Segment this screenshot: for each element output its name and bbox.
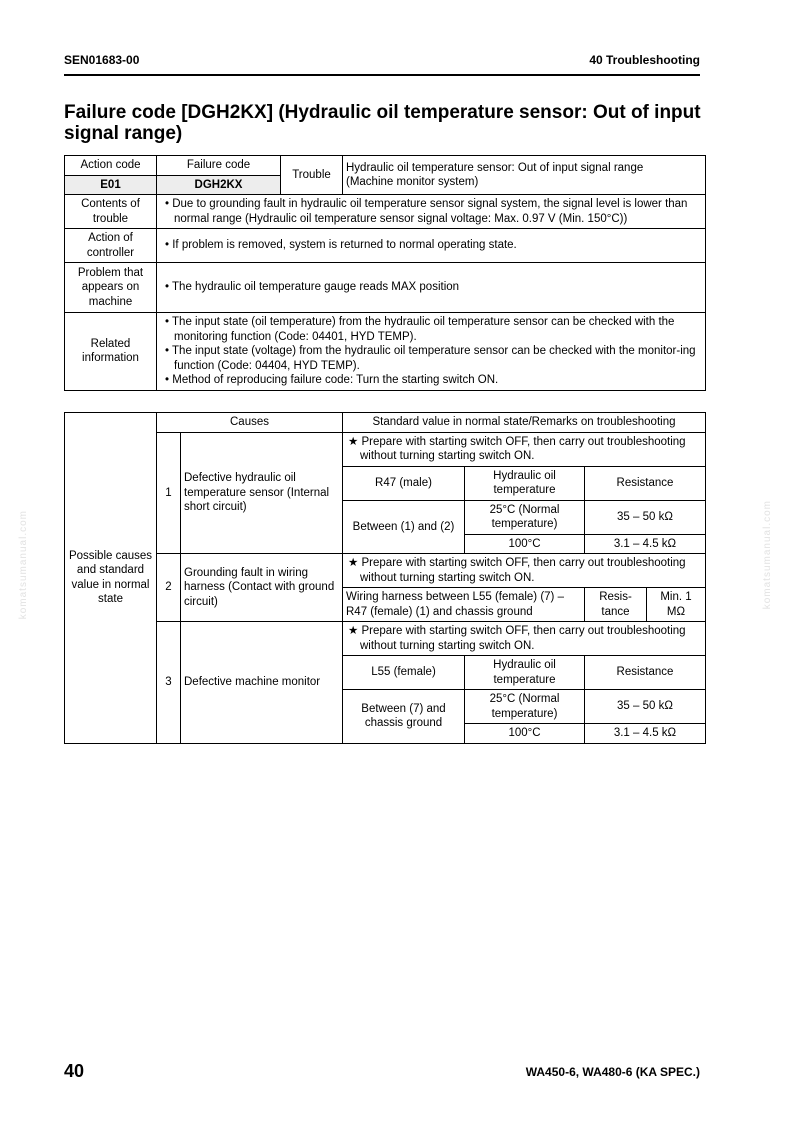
between-label: Between (1) and (2) — [343, 500, 465, 554]
bullet: • — [165, 345, 170, 357]
section-title: 40 Troubleshooting — [589, 53, 700, 67]
resistance-value: 3.1 – 4.5 kΩ — [585, 724, 706, 744]
bullet: • — [165, 198, 170, 210]
watermark-left: komatsumanual.com — [18, 510, 29, 620]
cause-note — [343, 554, 706, 588]
temperature-header: Hydraulic oil temperature — [465, 466, 585, 500]
temperature-value: 25°C (Normal temperature) — [465, 500, 585, 534]
causes-table — [64, 412, 706, 744]
related-item: The input state (voltage) from the hydraulic oil temperature sensor can be checked with the monitor-ing function (Code: 04404, HYD TEMP). — [172, 345, 696, 372]
action-code-value: E01 — [65, 175, 157, 195]
action-text-value: If problem is removed, system is returned to normal operating state. — [172, 239, 517, 252]
trouble-label: Trouble — [281, 156, 343, 195]
cause-number: 1 — [157, 432, 181, 554]
trouble-text-line: Hydraulic oil temperature sensor: Out of input signal range — [346, 161, 644, 174]
contents-text-value: Due to grounding fault in hydraulic oil temperature sensor signal system, the signal level is lower than normal range (Hydraulic oil temperature sensor signal voltage: Max. 0.97 V (Min. 150°C)) — [172, 198, 688, 225]
resistance-value: 35 – 50 kΩ — [585, 500, 706, 534]
problem-text — [157, 263, 706, 313]
resistance-label: Resis- tance — [585, 588, 647, 622]
contents-label: Contents of trouble — [65, 195, 157, 229]
resistance-value: Min. 1 MΩ — [647, 588, 706, 622]
wiring-description: Wiring harness between L55 (female) (7) – R47 (female) (1) and chassis ground — [343, 588, 585, 622]
cause-note — [343, 622, 706, 656]
related-item: The input state (oil temperature) from the hydraulic oil temperature sensor can be checked with the monitoring function (Code: 04401, HYD TEMP). — [172, 316, 675, 343]
trouble-text-line: (Machine monitor system) — [346, 176, 479, 188]
doc-id: SEN01683-00 — [64, 53, 140, 67]
causes-side-label: Possible causes and standard value in normal state — [65, 413, 157, 744]
action-code-label: Action code — [65, 156, 157, 176]
temperature-value: 25°C (Normal temperature) — [465, 690, 585, 724]
bullet: • — [165, 239, 170, 252]
page-header — [64, 53, 700, 76]
cause-description: Defective machine monitor — [181, 622, 343, 744]
bullet: • — [165, 374, 170, 386]
contents-text — [157, 195, 706, 229]
resistance-value: 3.1 – 4.5 kΩ — [585, 534, 706, 554]
resistance-header: Resistance — [585, 466, 706, 500]
failure-code-label: Failure code — [157, 156, 281, 176]
resistance-value: 35 – 50 kΩ — [585, 690, 706, 724]
temperature-value: 100°C — [465, 534, 585, 554]
failure-info-table — [64, 155, 706, 391]
bullet: • — [165, 316, 170, 328]
note-text: Prepare with starting switch OFF, then carry out troubleshooting without turning starting switch ON. — [360, 557, 686, 584]
between-label: Between (7) and chassis ground — [343, 690, 465, 744]
related-item: Method of reproducing failure code: Turn the starting switch ON. — [172, 374, 499, 386]
standard-col-header: Standard value in normal state/Remarks on troubleshooting — [343, 413, 706, 433]
problem-label: Problem that appears on machine — [65, 263, 157, 313]
star-icon: ★ — [348, 625, 359, 637]
watermark-right: komatsumanual.com — [762, 500, 773, 610]
problem-text-value: The hydraulic oil temperature gauge reads MAX position — [172, 281, 460, 294]
star-icon: ★ — [348, 557, 359, 569]
cause-description: Grounding fault in wiring harness (Contact with ground circuit) — [181, 554, 343, 622]
trouble-text — [343, 156, 706, 195]
star-icon: ★ — [348, 435, 359, 448]
related-label: Related information — [65, 313, 157, 391]
cause-number: 3 — [157, 622, 181, 744]
connector-header: L55 (female) — [343, 656, 465, 690]
connector-header: R47 (male) — [343, 466, 465, 500]
action-label: Action of controller — [65, 229, 157, 263]
cause-number: 2 — [157, 554, 181, 622]
causes-col-header: Causes — [157, 413, 343, 433]
related-text — [157, 313, 706, 391]
page-title: Failure code [DGH2KX] (Hydraulic oil temperature sensor: Out of input signal range) — [64, 102, 701, 144]
note-text: Prepare with starting switch OFF, then carry out troubleshooting without turning starting switch ON. — [360, 625, 686, 652]
bullet: • — [165, 281, 170, 294]
cause-note — [343, 432, 706, 466]
failure-code-value: DGH2KX — [157, 175, 281, 195]
model-label: WA450-6, WA480-6 (KA SPEC.) — [525, 1065, 700, 1079]
temperature-header: Hydraulic oil temperature — [465, 656, 585, 690]
note-text: Prepare with starting switch OFF, then carry out troubleshooting without turning starting switch ON. — [360, 435, 686, 462]
temperature-value: 100°C — [465, 724, 585, 744]
page-number: 40 — [64, 1061, 85, 1081]
resistance-header: Resistance — [585, 656, 706, 690]
cause-description: Defective hydraulic oil temperature sensor (Internal short circuit) — [181, 432, 343, 554]
action-text — [157, 229, 706, 263]
